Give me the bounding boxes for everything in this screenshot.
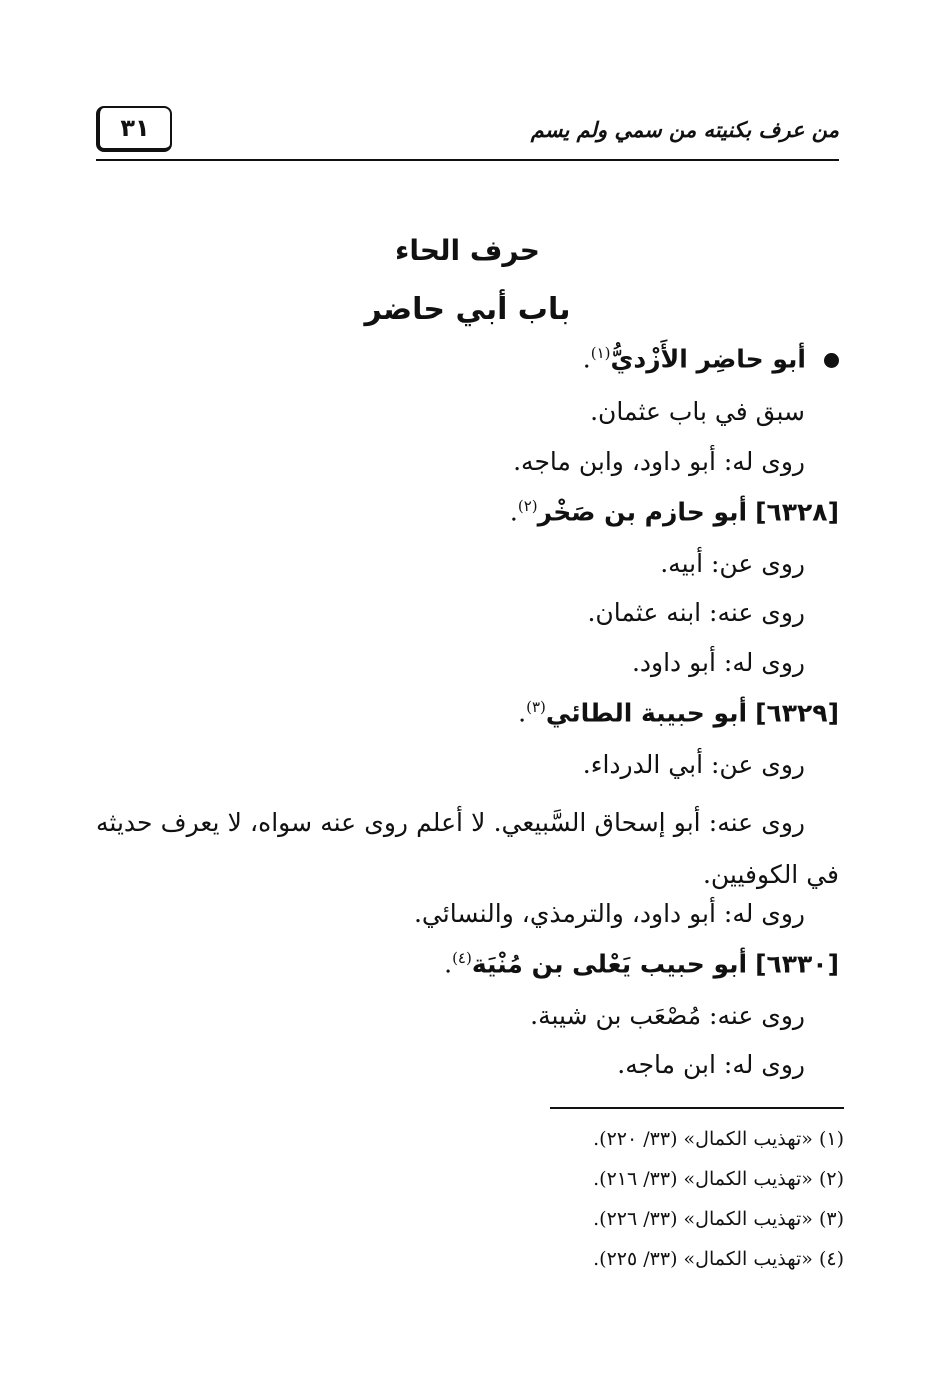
page-number: ٣١ (96, 106, 172, 152)
letter-heading: حرف الحاء (395, 234, 540, 267)
footnote-divider (550, 1107, 844, 1109)
entry-2-number: [٦٣٢٨] (755, 497, 839, 527)
entry-4-number: [٦٣٣٠] (755, 949, 839, 979)
footnote-4: (٤) «تهذيب الكمال» (٣٣/ ٢٢٥). (593, 1248, 844, 1270)
entry-1-title (583, 344, 839, 374)
entry-3-line-2: روى عنه: أبو إسحاق السَّبيعي. لا أعلم روى عنه سواه، لا يعرف حديثه في الكوفيين. (96, 808, 839, 889)
entry-2-line-2: روى عنه: ابنه عثمان. (587, 598, 805, 627)
entry-3-end: . (518, 698, 527, 728)
bullet-icon (824, 353, 839, 368)
entry-3-name: أبو حبيبة الطائي (545, 698, 748, 728)
header-divider (96, 159, 839, 161)
entry-4-line-1: روى عنه: مُصْعَب بن شيبة. (530, 1001, 805, 1030)
entry-1-line-2: روى له: أبو داود، وابن ماجه. (513, 447, 805, 476)
running-title: من عرف بكنيته من سمي ولم يسم (530, 118, 839, 142)
entry-2-name: أبو حازم بن صَخْر (537, 497, 748, 527)
entry-2-end: . (509, 497, 518, 527)
entry-4-title (444, 949, 839, 979)
entry-2-title (510, 497, 839, 527)
footnote-2: (٢) «تهذيب الكمال» (٣٣/ ٢١٦). (593, 1168, 844, 1190)
entry-1-line-1: سبق في باب عثمان. (590, 397, 805, 426)
footnote-ref-4: (٤) (452, 949, 472, 967)
chapter-heading: باب أبي حاضر (364, 292, 571, 327)
footnote-ref-3: (٣) (526, 698, 546, 716)
entry-4-end: . (444, 949, 453, 979)
footnote-3: (٣) «تهذيب الكمال» (٣٣/ ٢٢٦). (593, 1208, 844, 1230)
entry-3-number: [٦٣٢٩] (755, 698, 839, 728)
entry-2-line-1: روى عن: أبيه. (660, 549, 805, 578)
entry-1-end: . (582, 344, 591, 374)
footnote-ref-2: (٢) (517, 497, 538, 515)
entry-2-line-3: روى له: أبو داود. (631, 648, 805, 677)
entry-3-line-1: روى عن: أبي الدرداء. (582, 750, 805, 779)
entry-4-line-2: روى له: ابن ماجه. (617, 1050, 805, 1079)
entry-3-title (518, 698, 839, 728)
entry-1-name: أبو حاضِر الأَزْديُّ (610, 344, 806, 374)
entry-4-name: أبو حبيب يَعْلى بن مُنْيَة (471, 949, 748, 979)
entry-3-line-3: روى له: أبو داود، والترمذي، والنسائي. (413, 899, 805, 928)
footnote-ref-1: (١) (590, 344, 611, 362)
footnote-1: (١) «تهذيب الكمال» (٣٣/ ٢٢٠). (593, 1128, 844, 1150)
